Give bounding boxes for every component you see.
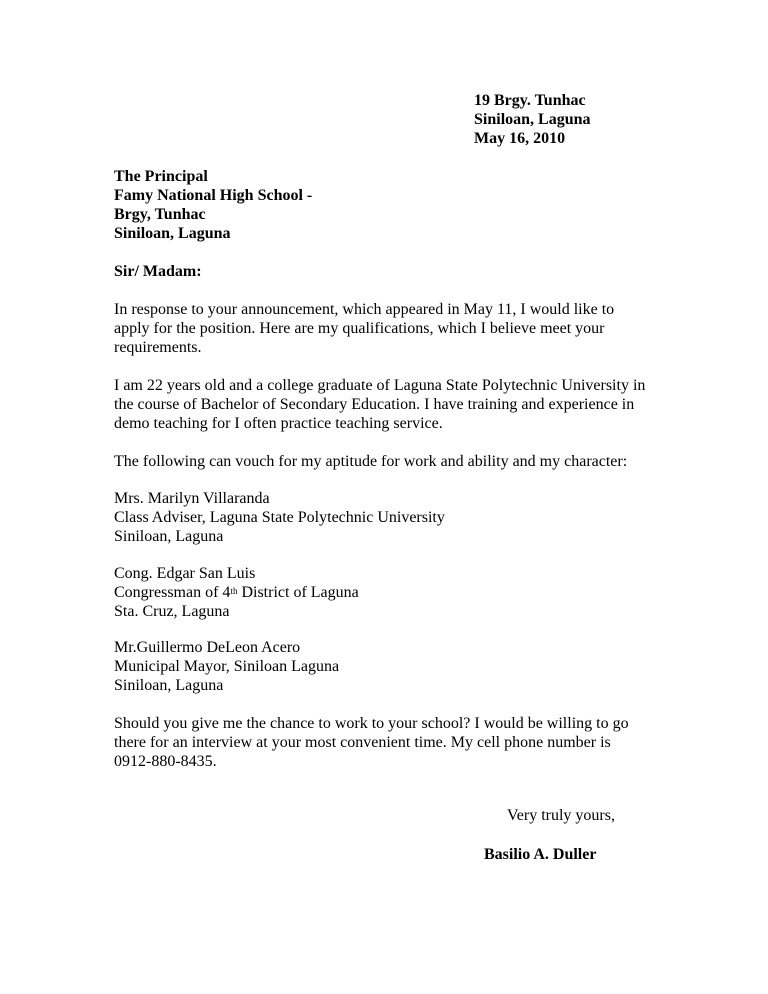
recipient-school: Famy National High School - bbox=[114, 187, 313, 204]
reference-2-name: Cong. Edgar San Luis bbox=[114, 565, 256, 582]
reference-2-location: Sta. Cruz, Laguna bbox=[114, 603, 230, 620]
reference-2-position bbox=[114, 583, 359, 602]
paragraph-1-line-2: apply for the position. Here are my qualifications, which I believe meet your bbox=[114, 320, 605, 337]
reference-3-position: Municipal Mayor, Siniloan Laguna bbox=[114, 658, 340, 675]
signature-name: Basilio A. Duller bbox=[484, 846, 597, 863]
paragraph-2-line-1: I am 22 years old and a college graduate of Laguna State Polytechnic University in bbox=[114, 377, 646, 394]
recipient-city: Siniloan, Laguna bbox=[114, 225, 231, 242]
paragraph-1-line-1: In response to your announcement, which appeared in May 11, I would like to bbox=[114, 301, 615, 318]
reference-1-location: Siniloan, Laguna bbox=[114, 528, 224, 545]
letter-date: May 16, 2010 bbox=[474, 130, 566, 147]
reference-1-position: Class Adviser, Laguna State Polytechnic University bbox=[114, 509, 445, 526]
sender-street: 19 Brgy. Tunhac bbox=[474, 92, 586, 109]
reference-3-location: Siniloan, Laguna bbox=[114, 677, 224, 694]
reference-3-name: Mr.Guillermo DeLeon Acero bbox=[114, 639, 301, 656]
paragraph-2-line-2: the course of Bachelor of Secondary Education. I have training and experience in bbox=[114, 396, 635, 413]
paragraph-1-line-3: requirements. bbox=[114, 339, 202, 356]
salutation: Sir/ Madam: bbox=[114, 263, 202, 280]
paragraph-4-line-3: 0912-880-8435. bbox=[114, 753, 217, 770]
paragraph-2-line-3: demo teaching for I often practice teaching service. bbox=[114, 415, 443, 432]
paragraph-4-line-2: there for an interview at your most convenient time. My cell phone number is bbox=[114, 734, 611, 751]
reference-2-position-pre: Congressman of 4 bbox=[114, 584, 231, 601]
closing: Very truly yours, bbox=[507, 807, 615, 824]
reference-2-position-post: District of Laguna bbox=[237, 584, 359, 601]
sender-city: Siniloan, Laguna bbox=[474, 111, 591, 128]
paragraph-4-line-1: Should you give me the chance to work to your school? I would be willing to go bbox=[114, 715, 629, 732]
reference-2-position-sup: th bbox=[230, 586, 238, 596]
recipient-title: The Principal bbox=[114, 168, 208, 185]
recipient-barangay: Brgy, Tunhac bbox=[114, 206, 206, 223]
paragraph-3-line-1: The following can vouch for my aptitude for work and ability and my character: bbox=[114, 453, 628, 470]
reference-1-name: Mrs. Marilyn Villaranda bbox=[114, 490, 270, 507]
